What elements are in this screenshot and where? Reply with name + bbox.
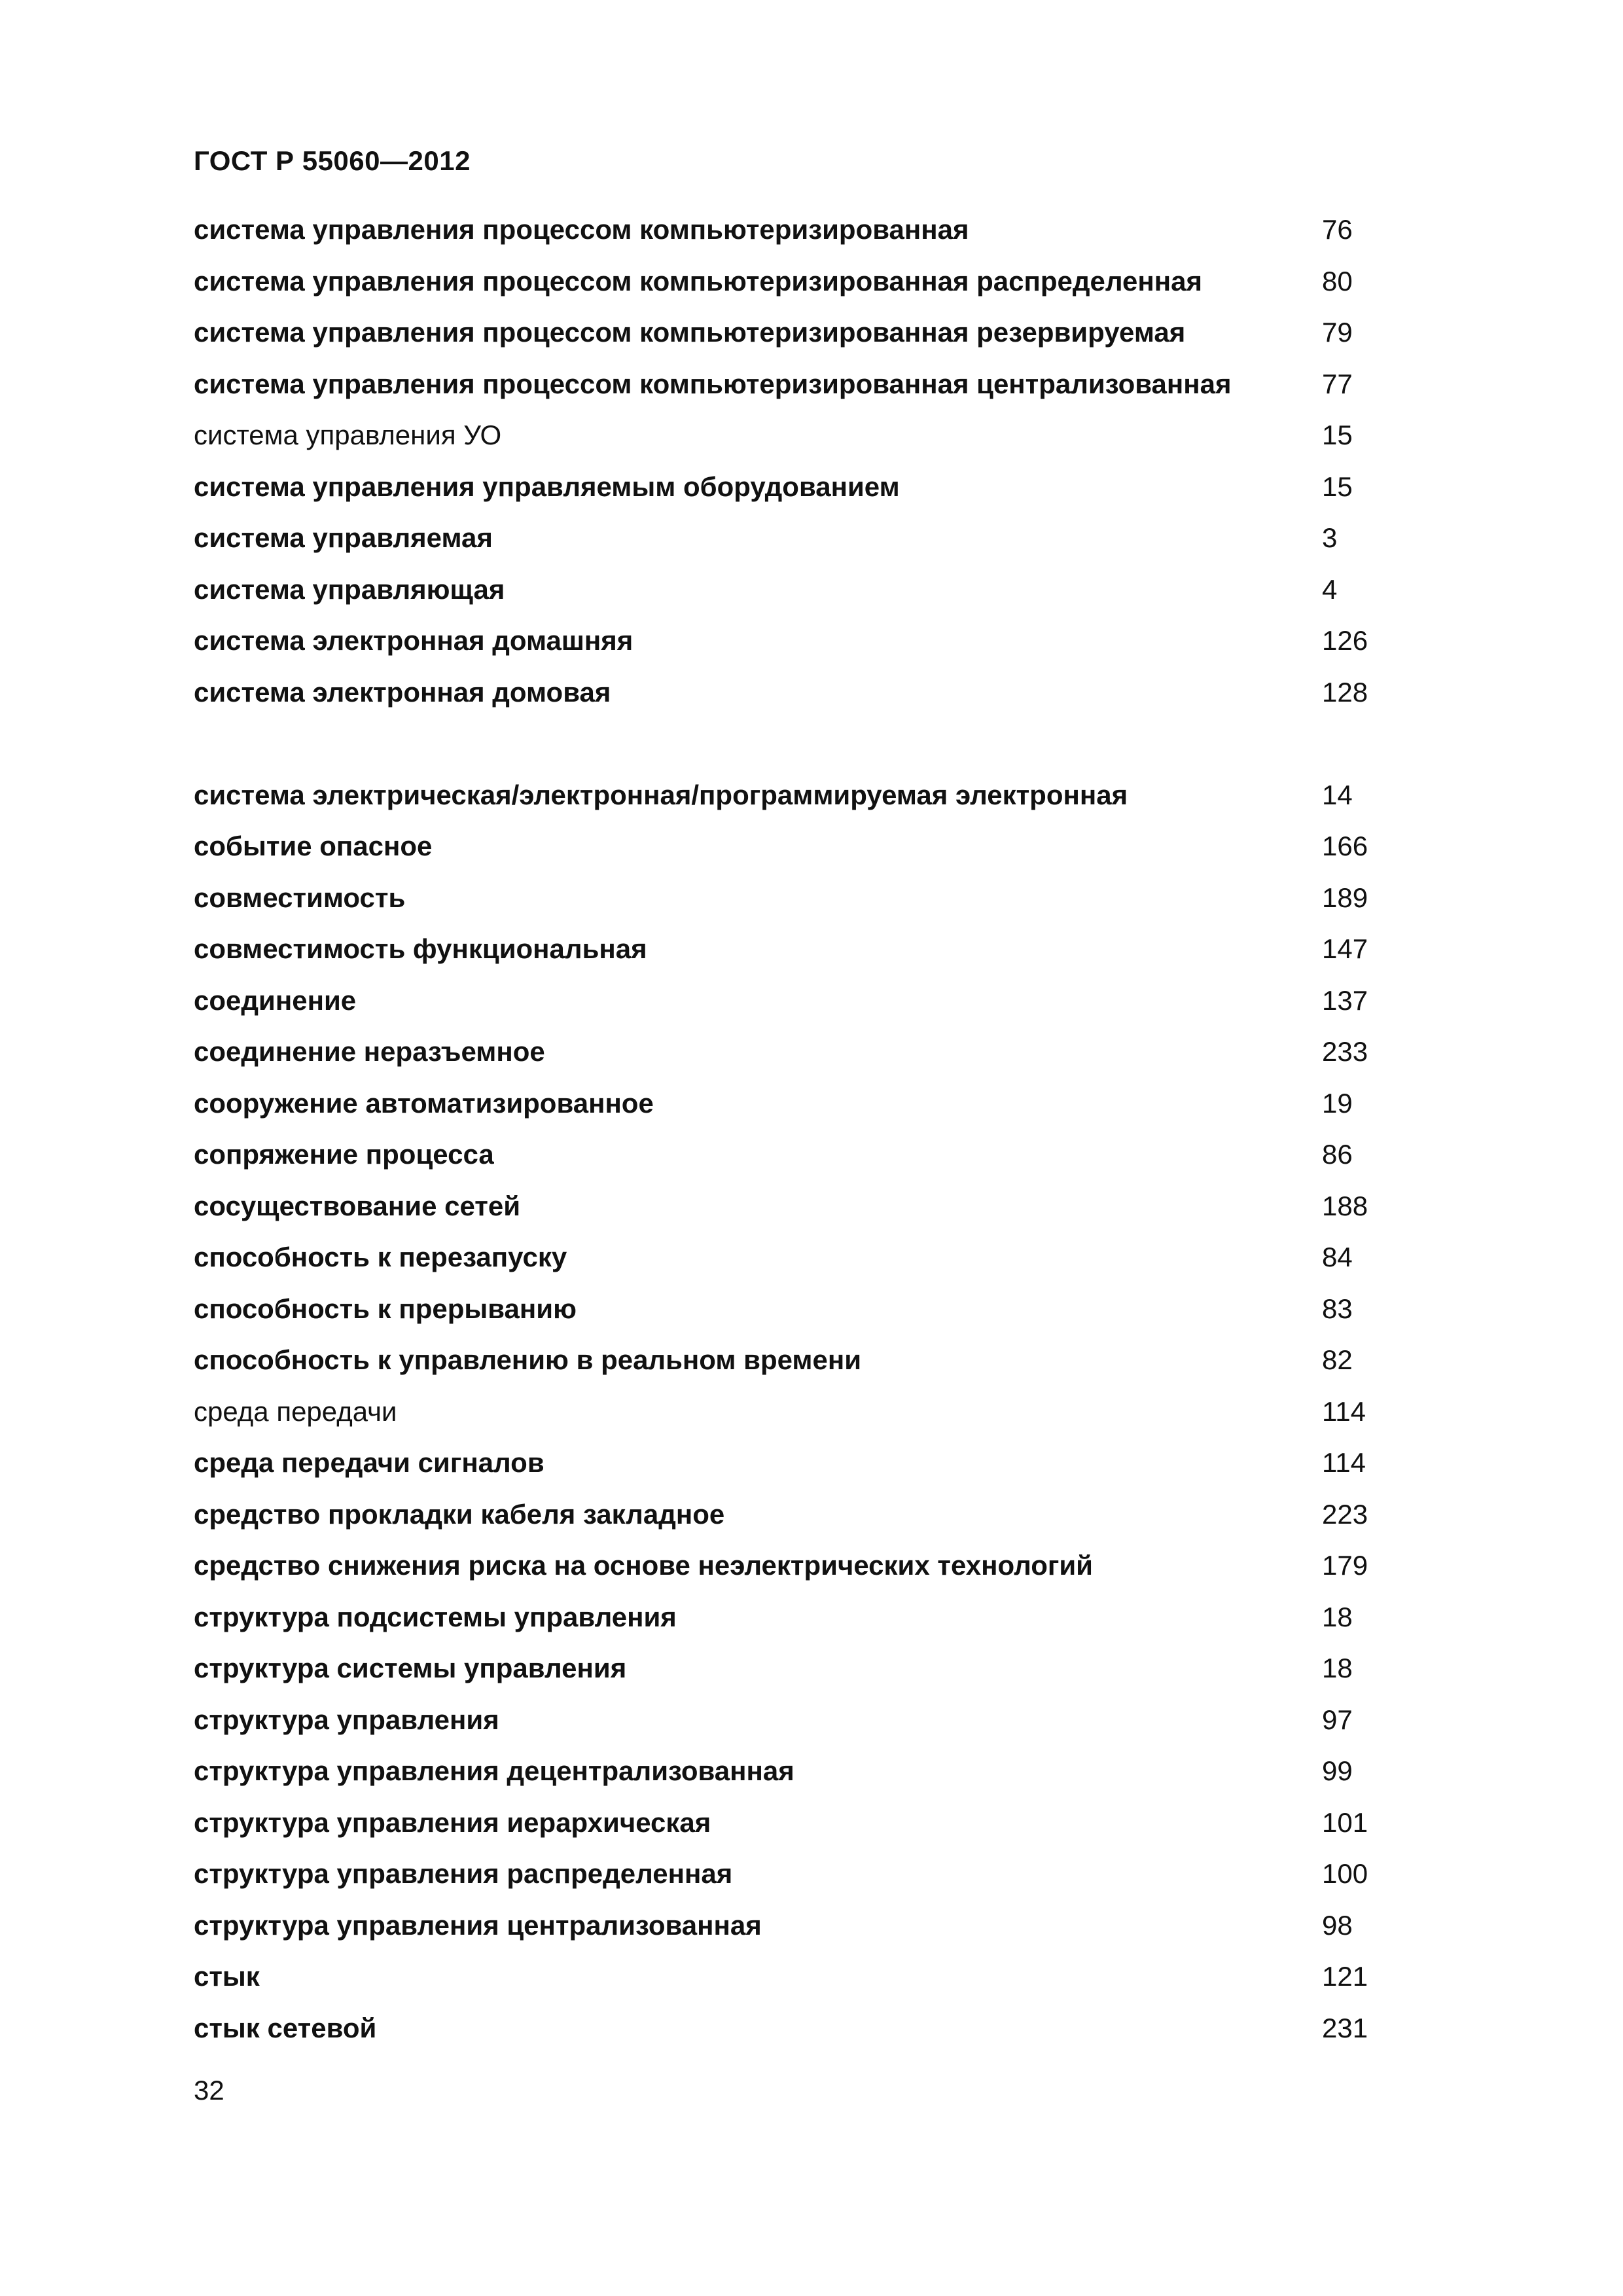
index-term: структура управления децентрализованная	[194, 1755, 794, 1786]
index-entry	[194, 512, 1437, 564]
index-term-number: 18	[1322, 1653, 1353, 1683]
index-term-number: 223	[1322, 1498, 1368, 1530]
index-term: соединение неразъемное	[194, 1036, 545, 1067]
index-entry	[194, 1900, 1437, 1952]
index-term: система управления управляемым оборудованием	[194, 471, 900, 502]
document-header: ГОСТ Р 55060—2012	[194, 145, 471, 176]
index-term-number: 3	[1322, 522, 1338, 553]
index-entry	[194, 1592, 1437, 1643]
index-term-number: 19	[1322, 1087, 1353, 1119]
index-term: сооружение автоматизированное	[194, 1087, 654, 1119]
index-term-number: 97	[1322, 1704, 1353, 1735]
index-term-number: 4	[1322, 573, 1338, 605]
index-term: система управления процессом компьютеризированная распределенная	[194, 265, 1202, 296]
index-entry	[194, 1283, 1437, 1335]
index-entry	[194, 461, 1437, 513]
index-term-number: 231	[1322, 2012, 1368, 2043]
index-entry	[194, 1695, 1437, 1746]
index-term: способность к перезапуску	[194, 1242, 567, 1272]
index-entry	[194, 1489, 1437, 1541]
index-term: соединение	[194, 984, 357, 1016]
index-term: система управления процессом компьютеризированная	[194, 214, 969, 245]
index-term-number: 77	[1322, 368, 1353, 399]
index-term-number: 84	[1322, 1242, 1353, 1272]
index-entry	[194, 615, 1437, 667]
index-term: структура управления иерархическая	[194, 1806, 711, 1838]
index-entry	[194, 2003, 1437, 2054]
index-term: совместимость функциональная	[194, 933, 647, 964]
index-term-number: 80	[1322, 265, 1353, 296]
index-term-number: 128	[1322, 676, 1368, 708]
index-term: система электрическая/электронная/программируемая электронная	[194, 779, 1128, 810]
index-term: событие опасное	[194, 831, 433, 861]
index-entry	[194, 204, 1437, 256]
index-entry	[194, 1848, 1437, 1900]
index-term-number: 15	[1322, 471, 1353, 502]
index-term: структура подсистемы управления	[194, 1601, 677, 1632]
index-term: средство снижения риска на основе неэлектрических технологий	[194, 1550, 1094, 1581]
index-term-number: 137	[1322, 984, 1368, 1016]
page-number: 32	[194, 2075, 224, 2106]
index-entry	[194, 307, 1437, 359]
index-term: структура управления централизованная	[194, 1909, 762, 1941]
index-entry	[194, 1437, 1437, 1489]
index-term-number: 101	[1322, 1806, 1368, 1838]
index-term-number: 99	[1322, 1755, 1353, 1786]
index-entry	[194, 924, 1437, 975]
index-term: стык сетевой	[194, 2012, 377, 2043]
index-entry	[194, 1232, 1437, 1283]
index-entry	[194, 1129, 1437, 1181]
index-term-number: 98	[1322, 1909, 1353, 1941]
index-term-number: 76	[1322, 214, 1353, 245]
index-term-number: 233	[1322, 1036, 1368, 1067]
index-term-number: 14	[1322, 779, 1353, 810]
index-entry	[194, 1746, 1437, 1797]
index-entry	[194, 1797, 1437, 1849]
index-term: стык	[194, 1961, 260, 1992]
index-entry	[194, 975, 1437, 1027]
index-term: сосуществование сетей	[194, 1190, 521, 1221]
index-entry	[194, 564, 1437, 616]
index-term: способность к прерыванию	[194, 1293, 577, 1324]
index-entry	[194, 770, 1437, 821]
index-term-number: 147	[1322, 933, 1368, 964]
index-entry	[194, 256, 1437, 308]
index-term: система электронная домовая	[194, 676, 611, 708]
index-term: совместимость	[194, 882, 406, 913]
index-term: система электронная домашняя	[194, 625, 633, 656]
index-term-number: 15	[1322, 420, 1353, 450]
index-term: система управления процессом компьютеризированная резервируемая	[194, 317, 1186, 348]
index-entry	[194, 1335, 1437, 1386]
index-term: система управления процессом компьютеризированная централизованная	[194, 368, 1232, 399]
section-gap	[194, 718, 1437, 770]
index-entry	[194, 1540, 1437, 1592]
index-term-number: 83	[1322, 1293, 1353, 1324]
index-term-number: 82	[1322, 1344, 1353, 1375]
index-term-number: 189	[1322, 882, 1368, 913]
index-entry	[194, 1181, 1437, 1232]
index-entry	[194, 1026, 1437, 1078]
index-term-number: 79	[1322, 317, 1353, 348]
index-term-number: 121	[1322, 1961, 1368, 1992]
index-term: структура системы управления	[194, 1653, 627, 1683]
index-term: система управления УО	[194, 420, 502, 450]
index-entry	[194, 359, 1437, 410]
index-term: среда передачи сигналов	[194, 1447, 544, 1478]
index-entry	[194, 667, 1437, 719]
index-term-number: 100	[1322, 1858, 1368, 1889]
index-term: способность к управлению в реальном времени	[194, 1344, 862, 1375]
index-term: средство прокладки кабеля закладное	[194, 1498, 725, 1530]
index-term-number: 114	[1322, 1395, 1366, 1427]
index-term-number: 179	[1322, 1550, 1368, 1581]
index-term: структура управления распределенная	[194, 1858, 733, 1889]
index-entry	[194, 410, 1437, 461]
index-entry	[194, 1951, 1437, 2003]
index-term-number: 114	[1322, 1447, 1366, 1478]
index-term-number: 166	[1322, 831, 1368, 861]
index-entry	[194, 872, 1437, 924]
index-term: сопряжение процесса	[194, 1139, 494, 1170]
index-term-number: 188	[1322, 1190, 1368, 1221]
index-term: структура управления	[194, 1704, 499, 1735]
index-entry	[194, 821, 1437, 872]
index-entry	[194, 1078, 1437, 1130]
index-term: система управляющая	[194, 573, 505, 605]
index-term-number: 86	[1322, 1139, 1353, 1170]
index-term-number: 126	[1322, 625, 1368, 656]
index-entry	[194, 1386, 1437, 1438]
index-entry	[194, 1643, 1437, 1695]
index-term: среда передачи	[194, 1395, 397, 1427]
index-term-number: 18	[1322, 1601, 1353, 1632]
term-index-list	[194, 204, 1437, 2054]
index-term: система управляемая	[194, 522, 493, 553]
